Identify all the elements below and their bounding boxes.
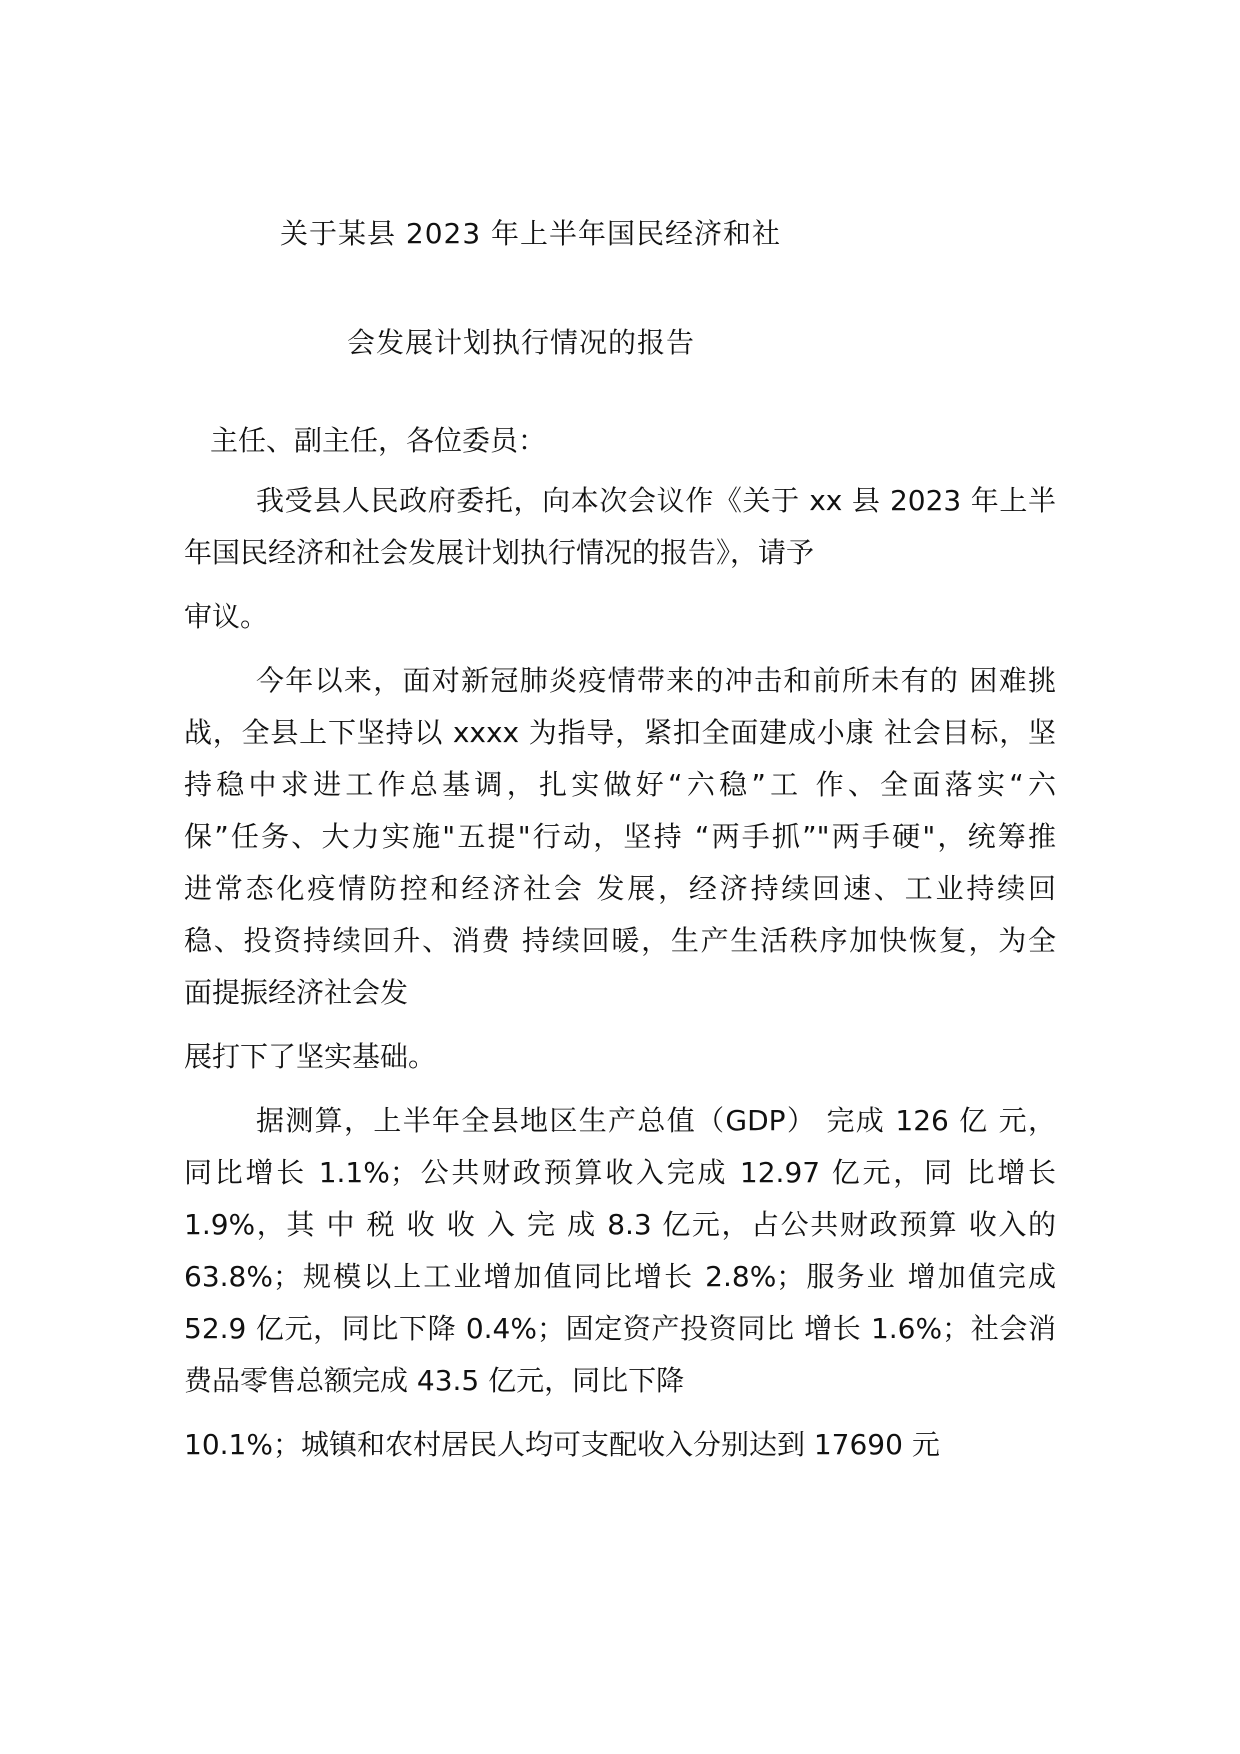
paragraph-2-line-6: 稳、投资持续回升、消费 持续回暖，生产生活秩序加快恢复，为全 <box>184 924 1056 957</box>
paragraph-3-line-7: 10.1%；城镇和农村居民人均可支配收入分别达到 17690 元 <box>184 1428 940 1461</box>
paragraph-2-line-3: 持稳中求进工作总基调，扎实做好“六稳”工 作、全面落实“六 <box>184 768 1056 801</box>
paragraph-2-line-7: 面提振经济社会发 <box>184 976 409 1009</box>
paragraph-3-line-3: 1.9%，其 中 税 收 收 入 完 成 8.3 亿元，占公共财政预算 收入的 <box>184 1208 1056 1241</box>
paragraph-3-line-4: 63.8%；规模以上工业增加值同比增长 2.8%；服务业 增加值完成 <box>184 1260 1056 1293</box>
paragraph-2-line-1: 今年以来，面对新冠肺炎疫情带来的冲击和前所未有的 困难挑 <box>256 664 1056 697</box>
paragraph-1-line-1: 我受县人民政府委托，向本次会议作《关于 xx 县 2023 年上半 <box>256 484 1056 517</box>
salutation: 主任、副主任，各位委员： <box>210 424 547 457</box>
paragraph-2-line-4: 保”任务、大力实施"五提"行动，坚持 “两手抓”"两手硬"，统筹推 <box>184 820 1056 853</box>
paragraph-3-line-1: 据测算，上半年全县地区生产总值（GDP） 完成 126 亿 元， <box>256 1104 1056 1137</box>
paragraph-3-line-2: 同比增长 1.1%；公共财政预算收入完成 12.97 亿元，同 比增长 <box>184 1156 1056 1189</box>
paragraph-1-line-2: 年国民经济和社会发展计划执行情况的报告》，请予 <box>184 536 815 569</box>
paragraph-2-line-2: 战，全县上下坚持以 xxxx 为指导，紧扣全面建成小康 社会目标，坚 <box>184 716 1056 749</box>
document-title-line-1: 关于某县 2023 年上半年国民经济和社 <box>280 217 782 250</box>
paragraph-1-line-3: 审议。 <box>184 600 269 633</box>
document-title-line-2: 会发展计划执行情况的报告 <box>347 326 696 359</box>
paragraph-3-line-5: 52.9 亿元，同比下降 0.4%；固定资产投资同比 增长 1.6%；社会消 <box>184 1312 1056 1345</box>
paragraph-2-line-5: 进常态化疫情防控和经济社会 发展，经济持续回速、工业持续回 <box>184 872 1056 905</box>
paragraph-2-line-8: 展打下了坚实基础。 <box>184 1040 437 1073</box>
paragraph-3-line-6: 费品零售总额完成 43.5 亿元，同比下降 <box>184 1364 685 1397</box>
